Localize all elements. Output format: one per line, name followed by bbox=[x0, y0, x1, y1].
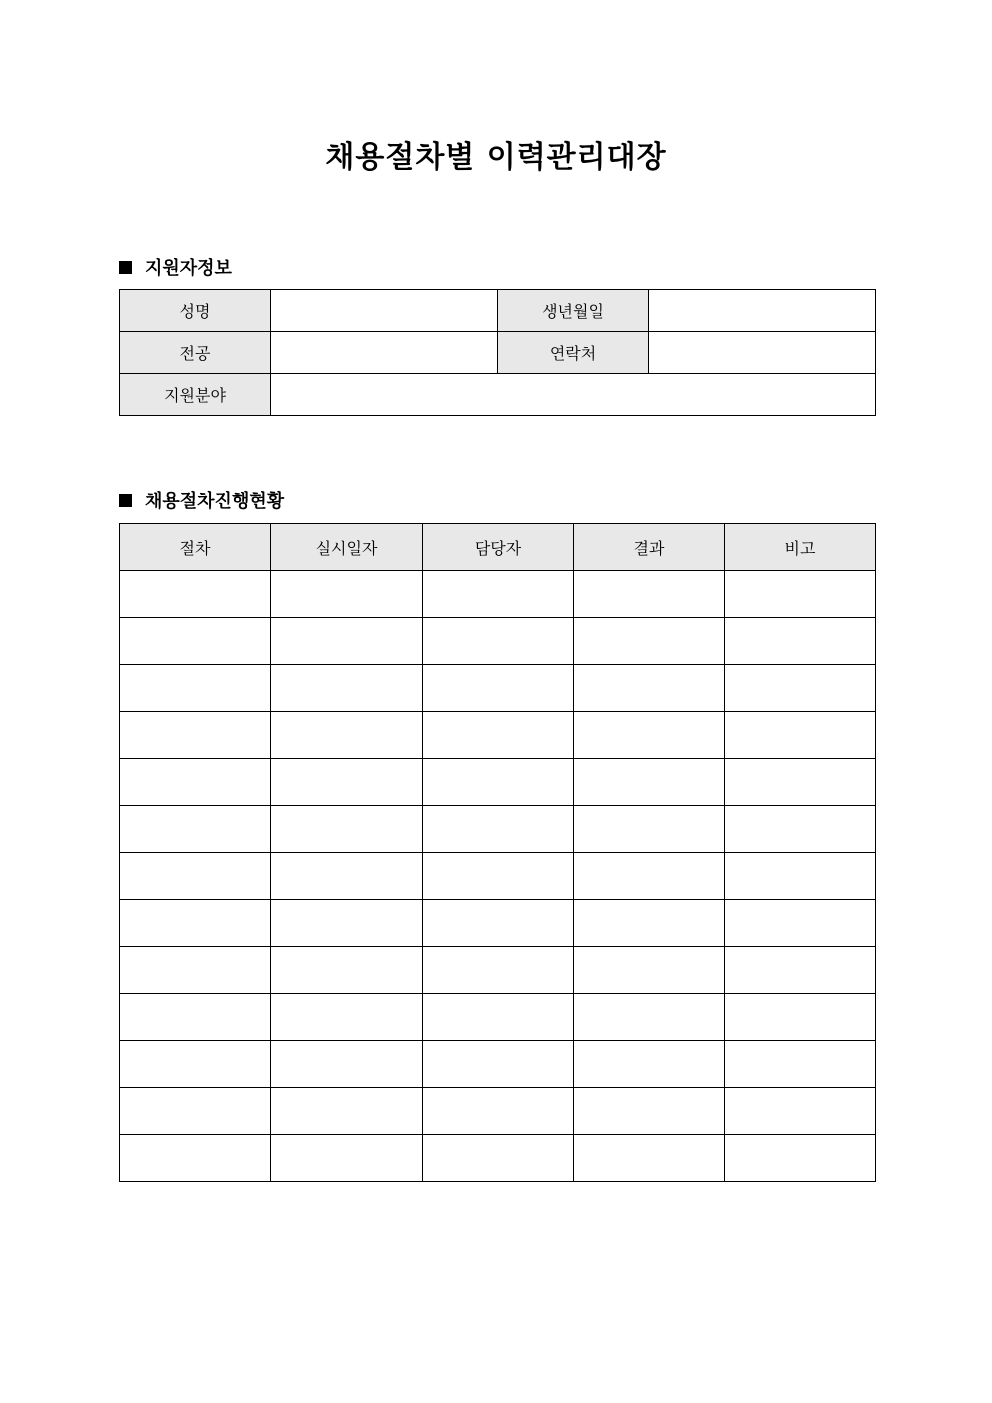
cell-remarks[interactable] bbox=[725, 1088, 876, 1135]
cell-manager[interactable] bbox=[423, 994, 574, 1041]
process-section-heading bbox=[119, 487, 284, 513]
cell-manager[interactable] bbox=[423, 712, 574, 759]
applicant-section-heading bbox=[119, 254, 232, 280]
table-row bbox=[120, 571, 876, 618]
cell-date[interactable] bbox=[271, 994, 423, 1041]
major-label: 전공 bbox=[120, 332, 271, 374]
cell-result[interactable] bbox=[574, 994, 725, 1041]
table-row bbox=[120, 994, 876, 1041]
field-field[interactable] bbox=[271, 374, 876, 416]
column-header-result: 결과 bbox=[574, 524, 725, 571]
cell-date[interactable] bbox=[271, 947, 423, 994]
document-title: 채용절차별 이력관리대장 bbox=[325, 140, 667, 175]
square-bullet-icon bbox=[119, 261, 132, 274]
table-row bbox=[120, 712, 876, 759]
cell-result[interactable] bbox=[574, 900, 725, 947]
applicant-section-label: 지원자정보 bbox=[145, 258, 232, 279]
cell-remarks[interactable] bbox=[725, 759, 876, 806]
birthdate-field[interactable] bbox=[649, 290, 876, 332]
table-row bbox=[120, 853, 876, 900]
cell-procedure[interactable] bbox=[120, 571, 271, 618]
table-row bbox=[120, 947, 876, 994]
cell-remarks[interactable] bbox=[725, 1135, 876, 1182]
cell-procedure[interactable] bbox=[120, 900, 271, 947]
square-bullet-icon bbox=[119, 494, 132, 507]
cell-remarks[interactable] bbox=[725, 618, 876, 665]
cell-procedure[interactable] bbox=[120, 994, 271, 1041]
table-row bbox=[120, 1088, 876, 1135]
cell-manager[interactable] bbox=[423, 618, 574, 665]
cell-procedure[interactable] bbox=[120, 806, 271, 853]
table-row bbox=[120, 1135, 876, 1182]
cell-manager[interactable] bbox=[423, 1088, 574, 1135]
cell-procedure[interactable] bbox=[120, 1041, 271, 1088]
table-row bbox=[120, 806, 876, 853]
table-row bbox=[120, 900, 876, 947]
cell-remarks[interactable] bbox=[725, 665, 876, 712]
cell-remarks[interactable] bbox=[725, 853, 876, 900]
process-status-table bbox=[119, 523, 876, 1182]
cell-remarks[interactable] bbox=[725, 947, 876, 994]
cell-date[interactable] bbox=[271, 618, 423, 665]
table-row bbox=[120, 332, 876, 374]
cell-result[interactable] bbox=[574, 759, 725, 806]
column-header-remarks: 비고 bbox=[725, 524, 876, 571]
cell-date[interactable] bbox=[271, 853, 423, 900]
table-row bbox=[120, 759, 876, 806]
cell-manager[interactable] bbox=[423, 1041, 574, 1088]
birthdate-label: 생년월일 bbox=[498, 290, 649, 332]
table-row bbox=[120, 290, 876, 332]
cell-date[interactable] bbox=[271, 1088, 423, 1135]
cell-remarks[interactable] bbox=[725, 994, 876, 1041]
cell-date[interactable] bbox=[271, 712, 423, 759]
cell-procedure[interactable] bbox=[120, 1088, 271, 1135]
name-field[interactable] bbox=[271, 290, 498, 332]
cell-result[interactable] bbox=[574, 712, 725, 759]
cell-result[interactable] bbox=[574, 947, 725, 994]
cell-manager[interactable] bbox=[423, 806, 574, 853]
cell-date[interactable] bbox=[271, 900, 423, 947]
cell-manager[interactable] bbox=[423, 947, 574, 994]
cell-remarks[interactable] bbox=[725, 571, 876, 618]
cell-manager[interactable] bbox=[423, 853, 574, 900]
table-row bbox=[120, 665, 876, 712]
cell-manager[interactable] bbox=[423, 759, 574, 806]
cell-date[interactable] bbox=[271, 665, 423, 712]
cell-remarks[interactable] bbox=[725, 806, 876, 853]
cell-result[interactable] bbox=[574, 1135, 725, 1182]
cell-remarks[interactable] bbox=[725, 900, 876, 947]
cell-procedure[interactable] bbox=[120, 665, 271, 712]
table-header-row bbox=[120, 524, 876, 571]
column-header-procedure: 절차 bbox=[120, 524, 271, 571]
cell-date[interactable] bbox=[271, 1135, 423, 1182]
column-header-manager: 담당자 bbox=[423, 524, 574, 571]
table-row bbox=[120, 618, 876, 665]
cell-procedure[interactable] bbox=[120, 618, 271, 665]
cell-procedure[interactable] bbox=[120, 947, 271, 994]
cell-manager[interactable] bbox=[423, 571, 574, 618]
name-label: 성명 bbox=[120, 290, 271, 332]
column-header-date: 실시일자 bbox=[271, 524, 423, 571]
cell-result[interactable] bbox=[574, 571, 725, 618]
cell-result[interactable] bbox=[574, 665, 725, 712]
process-section-label: 채용절차진행현황 bbox=[145, 491, 285, 512]
cell-remarks[interactable] bbox=[725, 712, 876, 759]
contact-label: 연락처 bbox=[498, 332, 649, 374]
cell-result[interactable] bbox=[574, 1041, 725, 1088]
cell-procedure[interactable] bbox=[120, 853, 271, 900]
contact-field[interactable] bbox=[649, 332, 876, 374]
table-row bbox=[120, 374, 876, 416]
cell-manager[interactable] bbox=[423, 1135, 574, 1182]
applicant-info-table bbox=[119, 289, 876, 416]
cell-procedure[interactable] bbox=[120, 712, 271, 759]
cell-result[interactable] bbox=[574, 618, 725, 665]
cell-result[interactable] bbox=[574, 806, 725, 853]
table-row bbox=[120, 1041, 876, 1088]
cell-result[interactable] bbox=[574, 853, 725, 900]
cell-date[interactable] bbox=[271, 1041, 423, 1088]
cell-result[interactable] bbox=[574, 1088, 725, 1135]
major-field[interactable] bbox=[271, 332, 498, 374]
cell-procedure[interactable] bbox=[120, 759, 271, 806]
cell-date[interactable] bbox=[271, 759, 423, 806]
cell-manager[interactable] bbox=[423, 900, 574, 947]
cell-manager[interactable] bbox=[423, 665, 574, 712]
cell-date[interactable] bbox=[271, 806, 423, 853]
cell-date[interactable] bbox=[271, 571, 423, 618]
cell-remarks[interactable] bbox=[725, 1041, 876, 1088]
cell-procedure[interactable] bbox=[120, 1135, 271, 1182]
field-label: 지원분야 bbox=[120, 374, 271, 416]
